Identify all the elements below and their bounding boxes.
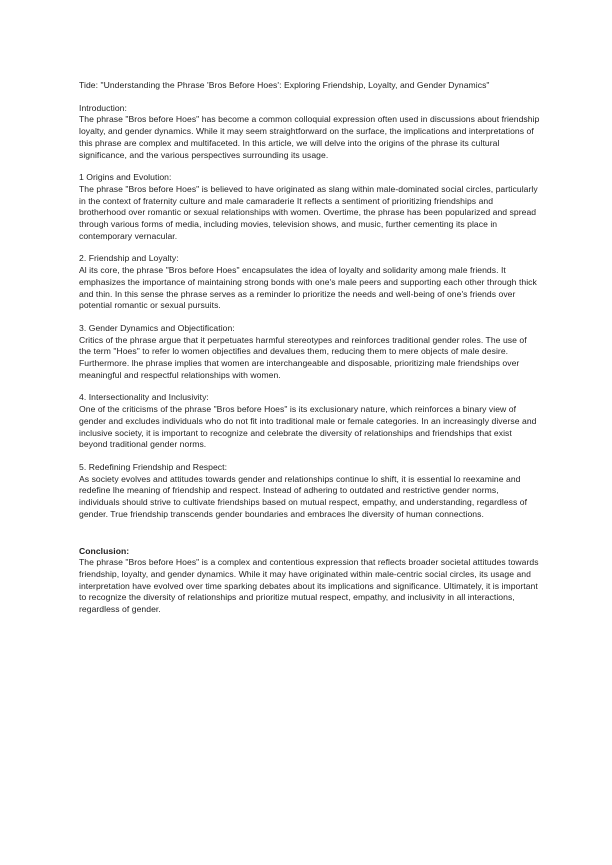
section-heading: 4. Intersectionality and Inclusivity: [79,392,209,403]
section-body: Al its core, the phrase "Bros before Hoes" encapsulates the idea of loyalty and solidarity among male friends. It emphasizes the importance of maintaining strong bonds with one's male peers and supporting each other through thick and thin. In this sense the phrase serves as a reminder lo prioritize the needs and well-being of one's friends over potential romantic or sexual pursuits. [79,265,537,311]
conclusion-heading: Conclusion: [79,545,130,556]
section-body: As society evolves and attitudes towards gender and relationships continue lo shift, it is essential lo reexamine and redefine lhe meaning of friendship and respect. Instead of adhering to outdated and restrictive gender norms, individuals should strive to cultivate friendships based on mutual respect, empathy, and understanding, regardless of gender. True friendship transcends gender boundaries and embraces lhe diversity of human connections. [79,473,528,519]
section-intersectionality [79,392,541,451]
section-body: The phrase "Bros before Hoes" is believed to have originated as slang within male-dominated social circles, particularly in the context of fraternity culture and male camaraderie It reflects a sentiment of prioritizing friendships and brotherhood over romantic or sexual relationships with women. Overtime, the phrase has been popularized and spread through various forms of media, including movies, television shows, and music, further cementing its place in contemporary vernacular. [79,183,538,241]
document-page [79,80,541,627]
section-body: The phrase "Bros before Hoes" has become a common colloquial expression often used in discussions about friendship loyalty, and gender dynamics. While it may seem straightforward on the surface, the implications and interpretations of this phrase are complex and multifaceted. In this article, we will delve into the origins of the phrase its cultural significance, and the various perspectives surrounding its usage. [79,114,540,160]
section-conclusion [79,546,541,616]
section-heading: Introduction: [79,102,127,113]
section-heading: 2. Friendship and Loyalty: [79,253,179,264]
section-body: One of the criticisms of the phrase "Bros before Hoes" is its exclusionary nature, which reinforces a binary view of gender and excludes individuals who do not fit into traditional male or female categories. In an increasingly diverse and inclusive society, it is important to recognize and celebrate the diversity of relationships and friendships that exist beyond traditional gender norms. [79,404,537,450]
section-body: Critics of the phrase argue that it perpetuates harmful stereotypes and reinforces traditional gender roles. The use of the term "Hoes" to refer lo women objectifies and devalues them, reducing them to mere objects of male desire. Furthermore. lhe phrase implies that women are interchangeable and disposable, prioritizing male friendships over meaningful and respectful relationships with women. [79,334,527,380]
section-introduction [79,103,541,162]
section-heading: 1 Origins and Evolution: [79,172,172,183]
section-redefining [79,462,541,521]
section-gender-dynamics [79,323,541,382]
section-heading: 5. Redefining Friendship and Respect: [79,461,228,472]
conclusion-body: The phrase "Bros before Hoes" is a complex and contentious expression that reflects broader societal attitudes towards friendship, loyalty, and gender dynamics. While it may have originated within male-centric social circles, its usage and interpretation have evolved over time sparking debates about its implications and significance. Ultimately, it is important to recognize the diversity of relationships and prioritize mutual respect, empathy, and inclusivity in all interactions, regardless of gender. [79,557,539,615]
section-friendship [79,253,541,312]
section-origins [79,172,541,242]
section-heading: 3. Gender Dynamics and Objectification: [79,322,235,333]
document-title: Tide: "Understanding the Phrase 'Bros Before Hoes': Exploring Friendship, Loyalty, and Gender Dynamics" [79,80,490,90]
